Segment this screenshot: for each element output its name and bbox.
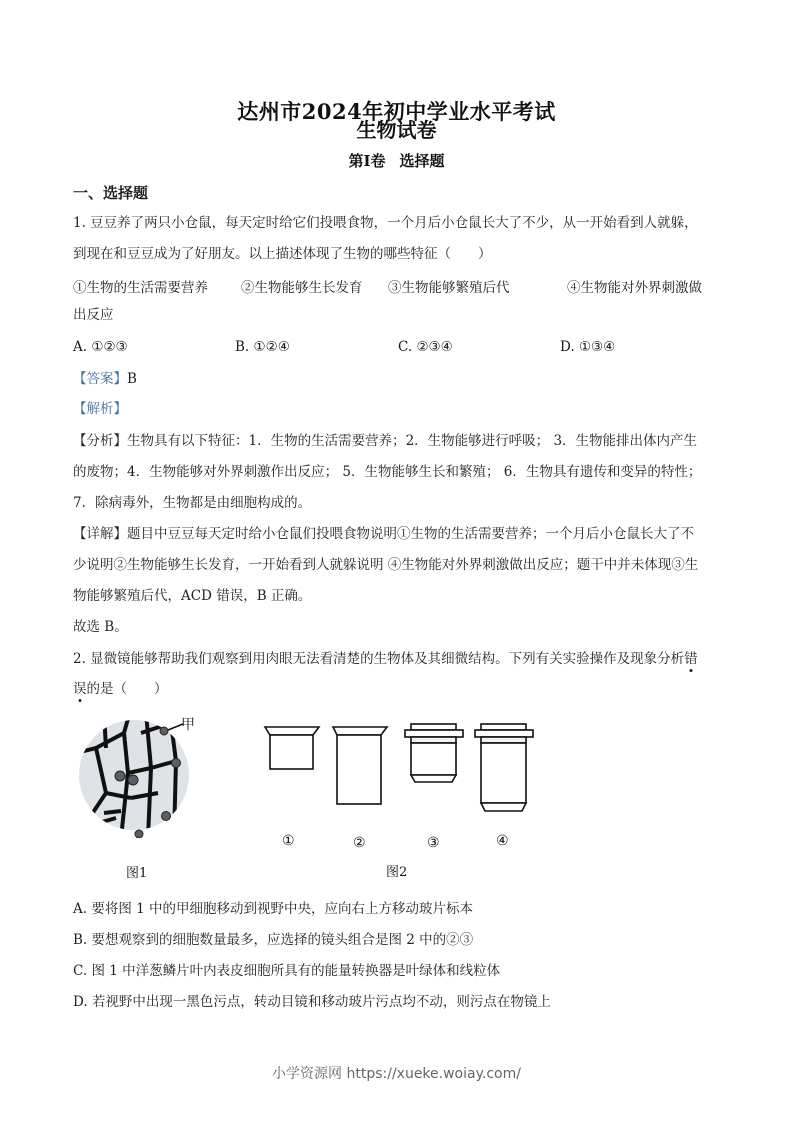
q1-option-d[interactable] [560, 339, 615, 355]
option-key: C. [73, 963, 88, 979]
q1-statement-wrap: 出反应 [73, 307, 114, 323]
figure-2-caption: 图2 [386, 865, 408, 880]
option-text: ②③④ [416, 339, 453, 355]
option-text: 要想观察到的细胞数量最多，应选择的镜头组合是图 2 中的②③ [91, 932, 474, 948]
q2-stem-line1 [73, 650, 698, 668]
figure-1-caption: 图1 [126, 866, 148, 881]
q1-analysis-tag [73, 400, 127, 418]
q2-stem-text: 2. 显微镜能够帮助我们观察到用肉眼无法看清楚的生物体及其细微结构。下列有关实验操作及现象分析 [73, 651, 685, 667]
figure-1-micrograph [76, 713, 201, 838]
answer-value: B [127, 371, 137, 387]
q1-fenxi-line3: 7．除病毒外，生物都是由细胞构成的。 [73, 495, 312, 511]
q1-xiangjie-line1 [73, 525, 694, 543]
emphasis-char: 错 [684, 651, 698, 667]
q1-option-a[interactable] [73, 339, 128, 355]
q1-xiangjie-line2: 少说明②生物能够生长发育，一开始看到人就躲说明 ④生物能对外界刺激做出反应；题干中并未体现③生 [73, 557, 699, 573]
fenxi-tag: 【分析】 [73, 433, 127, 449]
lens-label-1: ① [282, 833, 295, 849]
lens-label-2: ② [353, 835, 366, 851]
q1-fenxi-line2: 的废物；4．生物能够对外界刺激作出反应； 5．生物能够生长和繁殖； 6．生物具有遗传和变异的特性； [73, 464, 702, 480]
q1-fenxi-line1 [73, 432, 697, 450]
exam-subject [0, 114, 793, 143]
option-text: 要将图 1 中的甲细胞移动到视野中央，应向右上方移动玻片标本 [91, 901, 474, 917]
option-text: ①③④ [578, 339, 616, 355]
xiangjie-tag: 【详解】 [73, 526, 127, 542]
q1-option-b[interactable] [235, 339, 290, 355]
option-key: B. [73, 932, 88, 948]
option-text: 图 1 中洋葱鳞片叶内表皮细胞所具有的能量转换器是叶绿体和线粒体 [91, 963, 501, 979]
q1-statement-1: ①生物的生活需要营养 [73, 280, 208, 296]
q1-option-c[interactable] [398, 339, 453, 355]
figure-2-lenses [250, 720, 550, 820]
option-key: A. [73, 339, 88, 355]
q2-option-b[interactable] [73, 931, 473, 949]
analysis-tag: 【解析】 [73, 401, 127, 417]
q2-option-d[interactable] [73, 993, 551, 1011]
pointer-label-jia: 甲 [181, 717, 195, 733]
option-key: D. [73, 994, 88, 1010]
section-heading: 一、选择题 [73, 184, 149, 202]
option-text: ①②④ [253, 339, 290, 355]
q1-stem-line1: 1. 豆豆养了两只小仓鼠，每天定时给它们投喂食物，一个月后小仓鼠长大了不少，从一开始看到人就躲， [73, 215, 698, 231]
q2-stem-tail: 的是（ ） [86, 681, 168, 697]
lens-label-4: ④ [496, 833, 509, 849]
q1-xiangjie-line3: 物能够繁殖后代，ACD 错误，B 正确。 [73, 588, 312, 604]
fenxi-text: 生物具有以下特征：1．生物的生活需要营养；2．生物能够进行呼吸； 3．生物能排出体内产生 [127, 433, 698, 449]
xiangjie-text: 题目中豆豆每天定时给小仓鼠们投喂食物说明①生物的生活需要营养；一个月后小仓鼠长大了不 [127, 526, 694, 542]
answer-tag: 【答案】 [73, 371, 127, 387]
volume-heading [0, 150, 793, 171]
lens-drawings [250, 720, 550, 820]
exam-title: 达州市2024年初中学业水平考试 [237, 99, 556, 124]
q2-option-c[interactable] [73, 962, 500, 980]
q1-answer [73, 370, 137, 388]
option-key: D. [560, 339, 575, 355]
q1-statement-4: ④生物能对外界刺激做 [567, 280, 702, 296]
option-text: ①②③ [91, 339, 128, 355]
subject-label: 生物试卷 [356, 118, 437, 142]
option-text: 若视野中出现一黑色污点，转动目镜和移动玻片污点均不动，则污点在物镜上 [91, 994, 551, 1010]
watermark-footer: 小学资源网 https://xueke.woiay.com/ [272, 1066, 521, 1082]
q1-statement-2: ②生物能够生长发育 [241, 280, 363, 296]
q1-conclusion: 故选 B。 [73, 619, 128, 635]
q1-statement-3: ③生物能够繁殖后代 [388, 280, 510, 296]
option-key: A. [73, 901, 88, 917]
q1-stem-line2: 到现在和豆豆成为了好朋友。以上描述体现了生物的哪些特征（ ） [73, 246, 492, 262]
option-key: C. [398, 339, 413, 355]
volume-type: 选择题 [399, 152, 445, 170]
option-key: B. [235, 339, 250, 355]
lens-label-3: ③ [427, 835, 440, 851]
emphasis-char: 误 [73, 681, 87, 697]
q2-stem-line2 [73, 680, 168, 698]
volume-label: 第I卷 [348, 152, 386, 170]
q2-option-a[interactable] [73, 900, 473, 918]
